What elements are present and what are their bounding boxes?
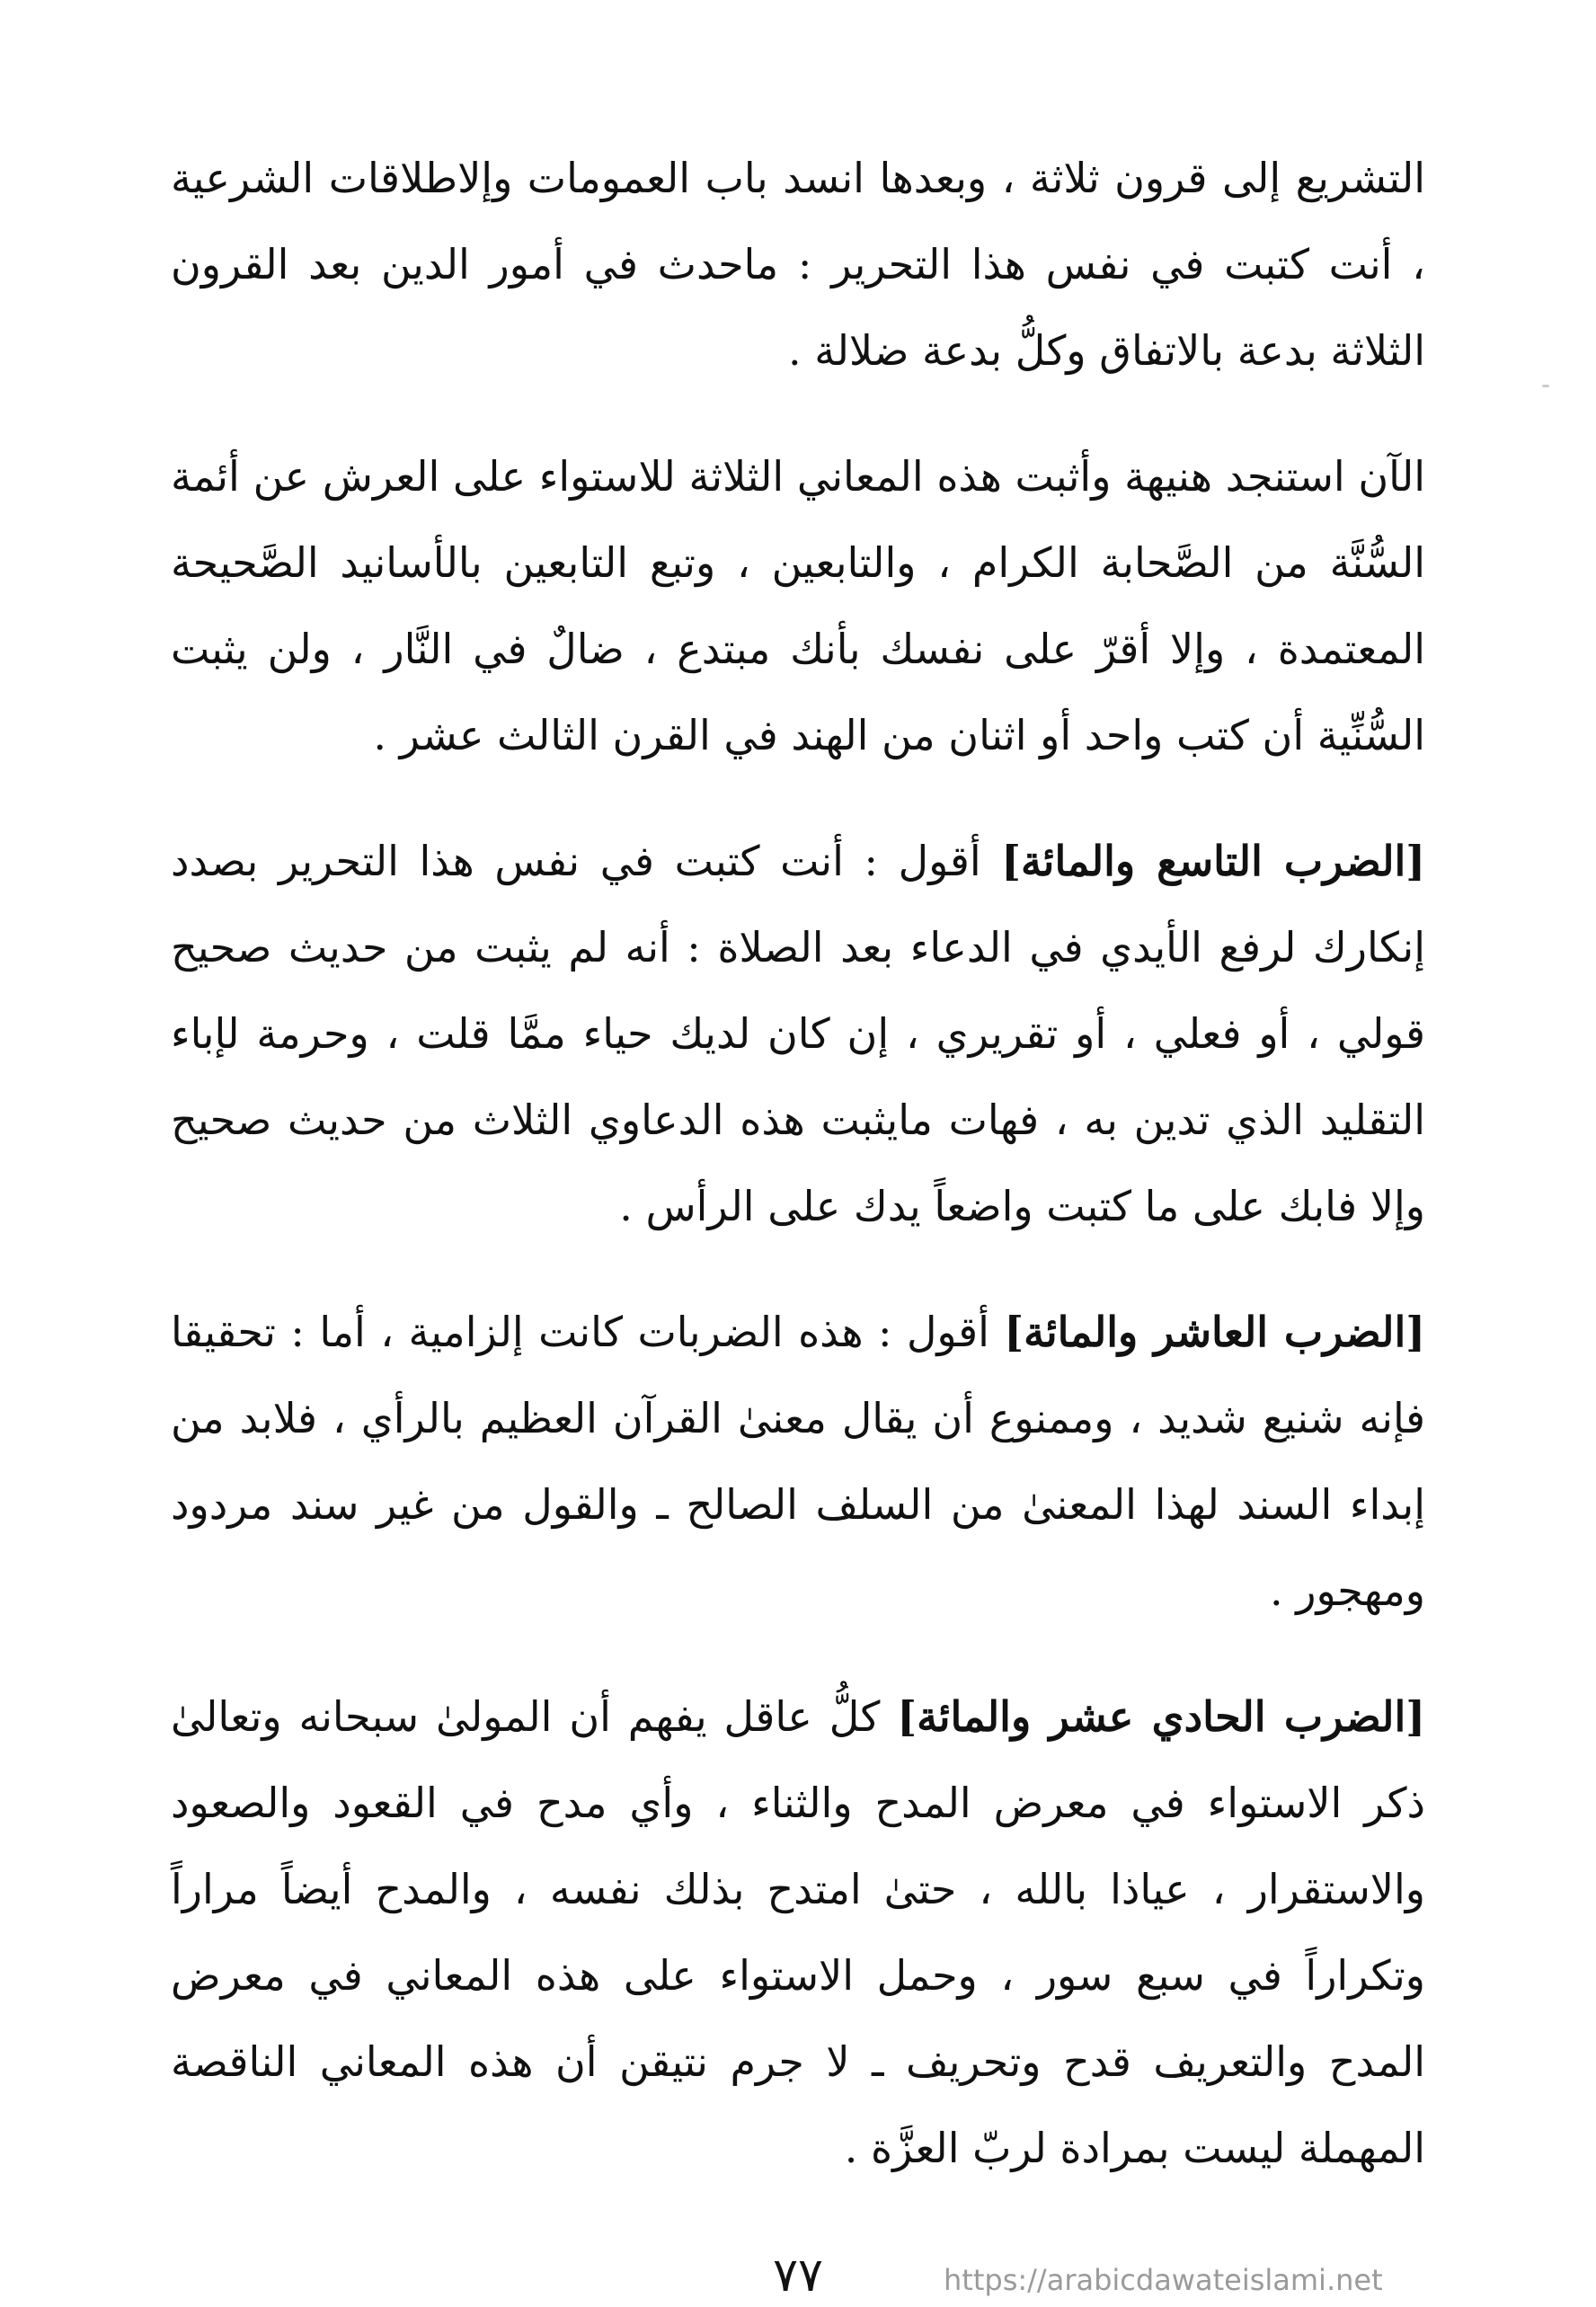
paragraph-5 — [171, 1673, 1425, 2191]
paragraph-gap — [171, 1634, 1425, 1673]
paragraph-3 — [171, 818, 1425, 1249]
paragraph-1-text: التشريع إلى قرون ثلاثة ، وبعدها انسد باب العمومات وإلاطلاقات الشرعية ، أنت كتبت في نفس هذا التحرير : ماحدث في أمور الدين بعد القرون الثلاثة بدعة بالاتفاق وكلُّ بدعة ضلالة . — [171, 154, 1425, 375]
paragraph-5-text: كلُّ عاقل يفهم أن المولىٰ سبحانه وتعالىٰ ذكر الاستواء في معرض المدح والثناء ، وأي مدح في القعود والصعود والاستقرار ، عياذا بالله ، حتىٰ امتدح بذلك نفسه ، والمدح أيضاً مراراً وتكراراً في سبع سور ، وحمل الاستواء على هذه المعاني في معرض المدح والتعريف قدح وتحريف ـ لا جرم نتيقن أن هذه المعاني الناقصة المهملة ليست بمرادة لربّ العزَّة . — [171, 1692, 1425, 2172]
section-heading-110: [الضرب العاشر والمائة] — [1004, 1308, 1425, 1356]
paragraph-1 — [171, 135, 1425, 394]
paragraph-2 — [171, 433, 1425, 778]
paragraph-gap — [171, 394, 1425, 433]
section-heading-109: [الضرب التاسع والمائة] — [1001, 837, 1426, 885]
section-heading-111: [الضرب الحادي عشر والمائة] — [897, 1692, 1425, 1741]
paragraph-gap — [171, 778, 1425, 818]
paragraph-3-text: أقول : أنت كتبت في نفس هذا التحرير بصدد إنكارك لرفع الأيدي في الدعاء بعد الصلاة : أنه لم يثبت من حديث صحيح قولي ، أو فعلي ، أو تقريري ، إن كان لديك حياء ممَّا قلت ، وحرمة لإباء التقليد الذي تدين به ، فهات مايثبت هذه الدعاوي الثلاث من حديث صحيح وإلا فابك على ما كتبت واضعاً يدك على الرأس . — [171, 837, 1425, 1230]
footer-url-watermark: https://arabicdawateislami.net — [944, 2263, 1383, 2297]
body-text — [171, 135, 1425, 2191]
page-number: ٧٧ — [773, 2249, 823, 2303]
scan-speck — [1542, 385, 1549, 387]
paragraph-4 — [171, 1289, 1425, 1634]
paragraph-gap — [171, 1249, 1425, 1289]
paragraph-4-text: أقول : هذه الضربات كانت إلزامية ، أما : تحقيقا فإنه شنيع شديد ، وممنوع أن يقال معنىٰ القرآن العظيم بالرأي ، فلابد من إبداء السند لهذا المعنىٰ من السلف الصالح ـ والقول من غير سند مردود ومهجور . — [171, 1308, 1425, 1615]
paragraph-2-text: الآن استنجد هنيهة وأثبت هذه المعاني الثلاثة للاستواء على العرش عن أئمة السُّنَّة من الصَّحابة الكرام ، والتابعين ، وتبع التابعين بالأسانيد الصَّحيحة المعتمدة ، وإلا أقرّ على نفسك بأنك مبتدع ، ضالٌ في النَّار ، ولن يثبت السُّنِّية أن كتب واحد أو اثنان من الهند في القرن الثالث عشر . — [171, 452, 1425, 759]
